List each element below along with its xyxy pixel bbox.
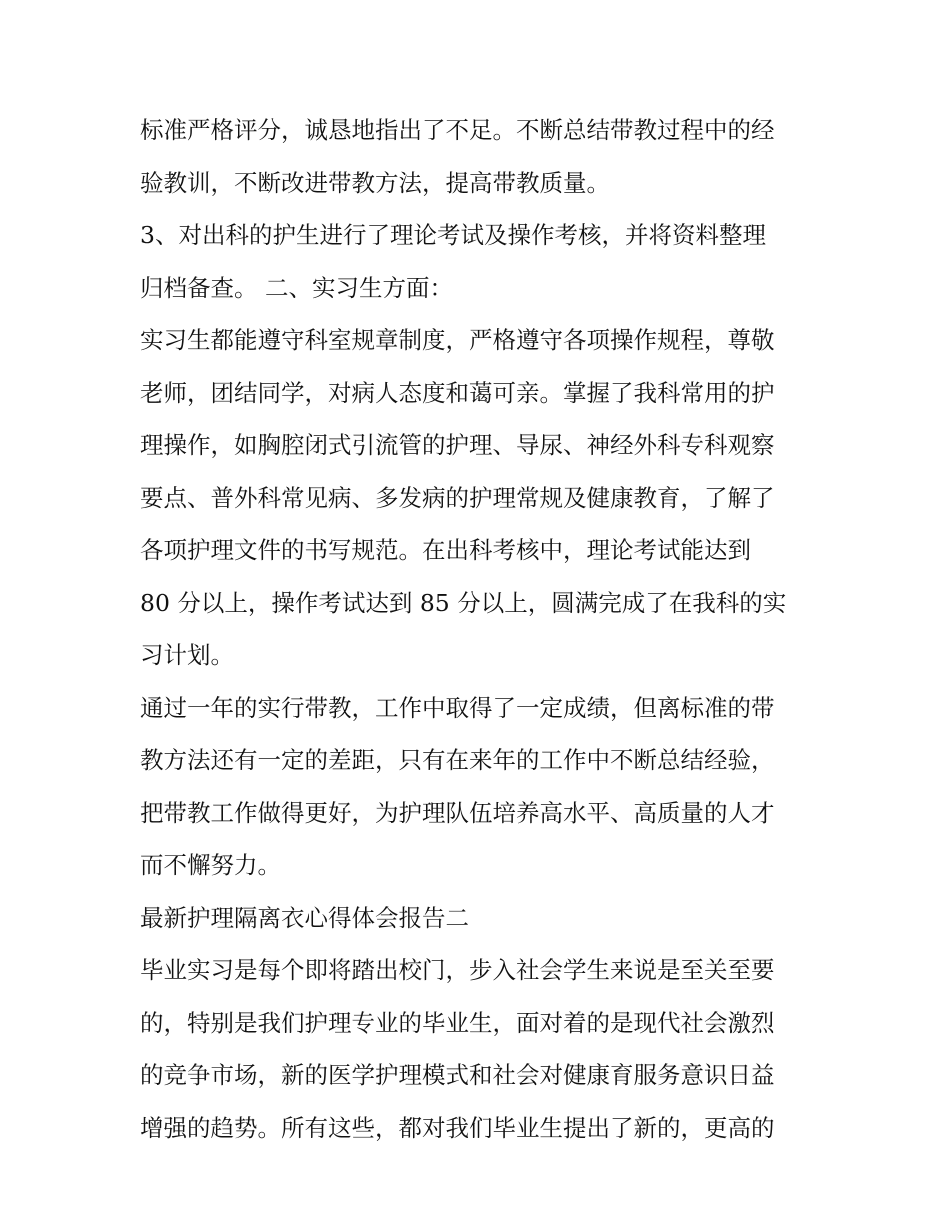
text-line: 的，特别是我们护理专业的毕业生，面对着的是现代社会激烈 — [140, 1008, 775, 1037]
text-line: 要点、普外科常见病、多发病的护理常规及健康教育，了解了 — [140, 483, 775, 512]
section-heading: 最新护理隔离衣心得体会报告二 — [140, 903, 469, 932]
text-line: 把带教工作做得更好，为护理队伍培养高水平、高质量的人才 — [140, 798, 775, 827]
text-line: 验教训，不断改进带教方法，提高带教质量。 — [140, 168, 610, 197]
text-line: 习计划。 — [140, 641, 234, 669]
text-line: 各项护理文件的书写规范。在出科考核中，理论考试能达到 — [140, 536, 751, 564]
text-line: 教方法还有一定的差距，只有在来年的工作中不断总结经验， — [140, 746, 775, 774]
text-line: 的竞争市场，新的医学护理模式和社会对健康育服务意识日益 — [140, 1061, 775, 1089]
text-line: 3、对出科的护生进行了理论考试及操作考核，并将资料整理 — [140, 221, 766, 249]
text-line: 而不懈努力。 — [140, 851, 281, 879]
text-line: 毕业实习是每个即将踏出校门，步入社会学生来说是至关至要 — [140, 956, 775, 984]
text-line: 通过一年的实行带教，工作中取得了一定成绩，但离标准的带 — [140, 693, 775, 722]
text-line: 标准严格评分，诚恳地指出了不足。不断总结带教过程中的经 — [140, 116, 775, 144]
text-line: 归档备查。 二、实习生方面： — [140, 273, 453, 302]
text-line: 增强的趋势。所有这些，都对我们毕业生提出了新的，更高的 — [140, 1113, 775, 1142]
text-line: 实习生都能遵守科室规章制度，严格遵守各项操作规程，尊敬 — [140, 326, 775, 354]
text-line: 老师，团结同学，对病人态度和蔼可亲。掌握了我科常用的护 — [140, 378, 775, 407]
text-line: 理操作，如胸腔闭式引流管的护理、导尿、神经外科专科观察 — [140, 431, 775, 459]
text-line: 80 分以上，操作考试达到 85 分以上，圆满完成了在我科的实 — [140, 588, 787, 617]
document-body — [140, 108, 820, 1158]
